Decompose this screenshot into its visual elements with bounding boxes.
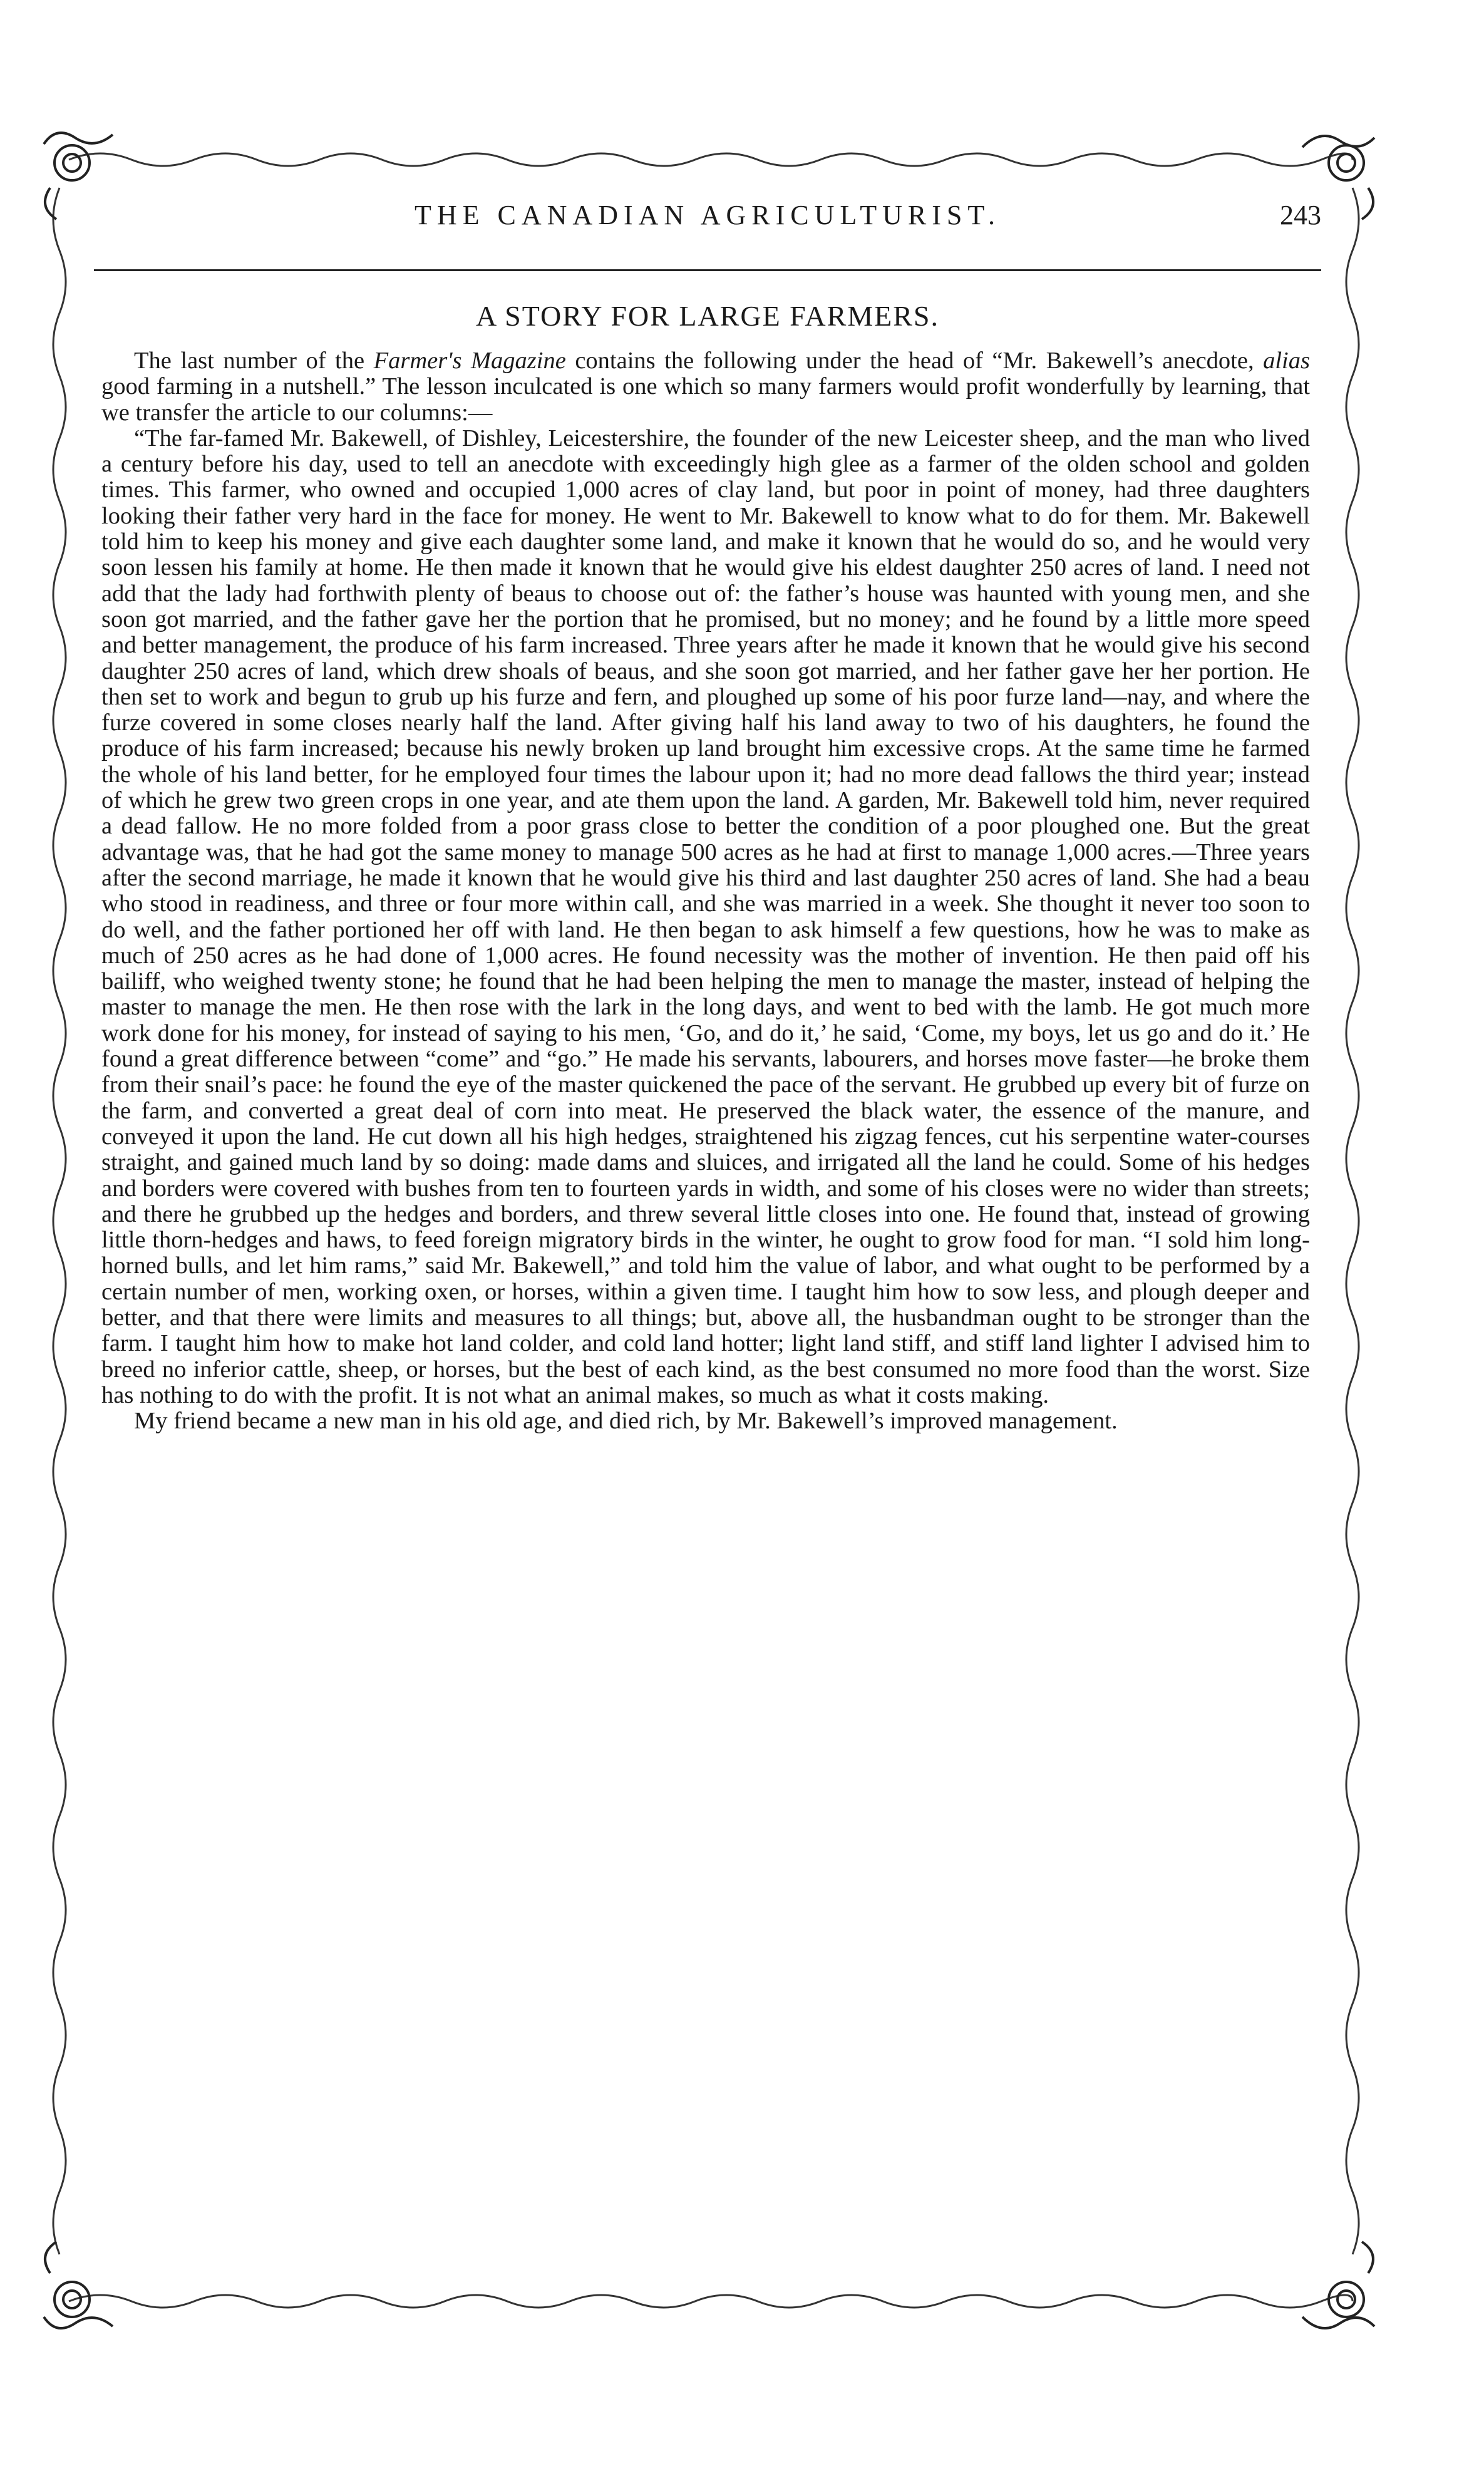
corner-ornament-bottom-right [1302, 2242, 1374, 2328]
magazine-name: Farmer's Magazine [373, 348, 566, 374]
page-number: 243 [1280, 200, 1321, 230]
bottom-border-line [69, 2295, 1353, 2308]
intro-paragraph [101, 348, 1310, 426]
top-border-line [69, 153, 1353, 166]
alias-word: alias [1263, 348, 1310, 374]
intro-text-3: good farming in a nutshell.” The lesson inculcated is one which so many farmers would profit wonderfully by learning, that we transfer the article to our columns:— [101, 373, 1310, 426]
body-paragraph-main: “The far-famed Mr. Bakewell, of Dishley, Leicestershire, the founder of the new Leicester sheep, and the man who lived a century before his day, used to tell an anecdote with exceedingly high glee as a farmer of the olden school and golden times. This farmer, who owned and occupied 1,000 acres of clay land, but poor in point of money, had three daughters looking their father very hard in the face for money. He went to Mr. Bakewell to know what to do for them. Mr. Bakewell told him to keep his money and give each daughter some land, and make it known that he would do so, and he would very soon lessen his family at home. He then made it known that he would give his eldest daughter 250 acres of land. I need not add that the lady had forthwith plenty of beaus to choose out of: the father’s house was haunted with young men, and she soon got married, and the father gave her the portion that he promised, but no money; and he found by a little more speed and better management, the produce of his farm increased. Three years after he made it known that he would give his second daughter 250 acres of land, which drew shoals of beaus, and she soon got married, and her father gave her her portion. He then set to work and begun to grub up his furze and fern, and ploughed up some of his poor furze land—nay, and where the furze covered in some closes nearly half the land. After giving half his land away to two of his daughters, he found the produce of his farm increased; because his newly broken up land brought him excessive crops. At the same time he farmed the whole of his land better, for he employed four times the labour upon it; had no more dead fallows the third year; instead of which he grew two green crops in one year, and ate them upon the land. A garden, Mr. Bakewell told him, never required a dead fallow. He no more folded from a poor grass close to better the condition of a poor ploughed one. But the great advantage was, that he had got the same money to manage 500 acres as he had at first to manage 1,000 acres.—Three years after the second marriage, he made it known that he would give his third and last daughter 250 acres of land. She had a beau who stood in readiness, and three or four more within call, and she was married in a week. She thought it never too soon to do well, and the father portioned her off with land. He then began to ask himself a few questions, how he was to make as much of 250 acres as he had done of 1,000 acres. He found necessity was the mother of invention. He then paid off his bailiff, who weighed twenty stone; he found that he had been helping the men to manage the master, instead of helping the master to manage the men. He then rose with the lark in the long days, and went to bed with the lamb. He got much more work done for his money, for instead of saying to his men, ‘Go, and do it,’ he said, ‘Come, my boys, let us go and do it.’ He found a great difference between “come” and “go.” He made his servants, labourers, and horses move faster—he broke them from their snail’s pace: he found the eye of the master quickened the pace of the servant. He grubbed up every bit of furze on the farm, and converted a great deal of corn into meat. He preserved the black water, the essence of the manure, and conveyed it upon the land. He cut down all his high hedges, straightened his zigzag fences, cut his serpentine water-courses straight, and gained much land by so doing: made dams and sluices, and irrigated all the land he could. Some of his hedges and borders were covered with bushes from ten to fourteen yards in width, and some of his closes were no wider than streets; and there he grubbed up the hedges and borders, and threw several little closes into one. He found that, instead of growing little thorn-hedges and haws, to feed foreign migratory birds in the winter, he ought to grow food for man. “I sold him long-horned bulls, and let him rams,” said Mr. Bakewell,” and told him the value of labor, and what ought to be performed by a certain number of men, working oxen, or horses, within a given time. I taught him how to sow less, and plough deeper and better, and that there were limits and measures to all things; but, above all, the husbandman ought to be stronger than the farm. I taught him how to make hot land colder, and cold land hotter; light land stiff, and stiff land lighter I advised him to breed no inferior cattle, sheep, or horses, but the best of each kind, as the best consumed no more food than the worst. Size has nothing to do with the profit. It is not what an animal makes, so much as what it costs making. [101, 425, 1310, 1408]
article-body [101, 348, 1310, 1434]
journal-title: THE CANADIAN AGRICULTURIST. [415, 200, 1001, 230]
left-border-line [53, 188, 66, 2254]
right-border-line [1346, 188, 1359, 2254]
body-paragraph-closing: My friend became a new man in his old age, and died rich, by Mr. Bakewell’s improved management. [134, 1408, 1118, 1435]
header-rule [94, 269, 1321, 271]
intro-text-1: The last number of the [134, 348, 374, 374]
intro-text-2: contains the following under the head of “Mr. Bakewell’s anecdote, [565, 348, 1264, 374]
corner-ornament-bottom-left [44, 2242, 113, 2328]
running-head [94, 199, 1321, 243]
article-title: A STORY FOR LARGE FARMERS. [475, 300, 940, 332]
